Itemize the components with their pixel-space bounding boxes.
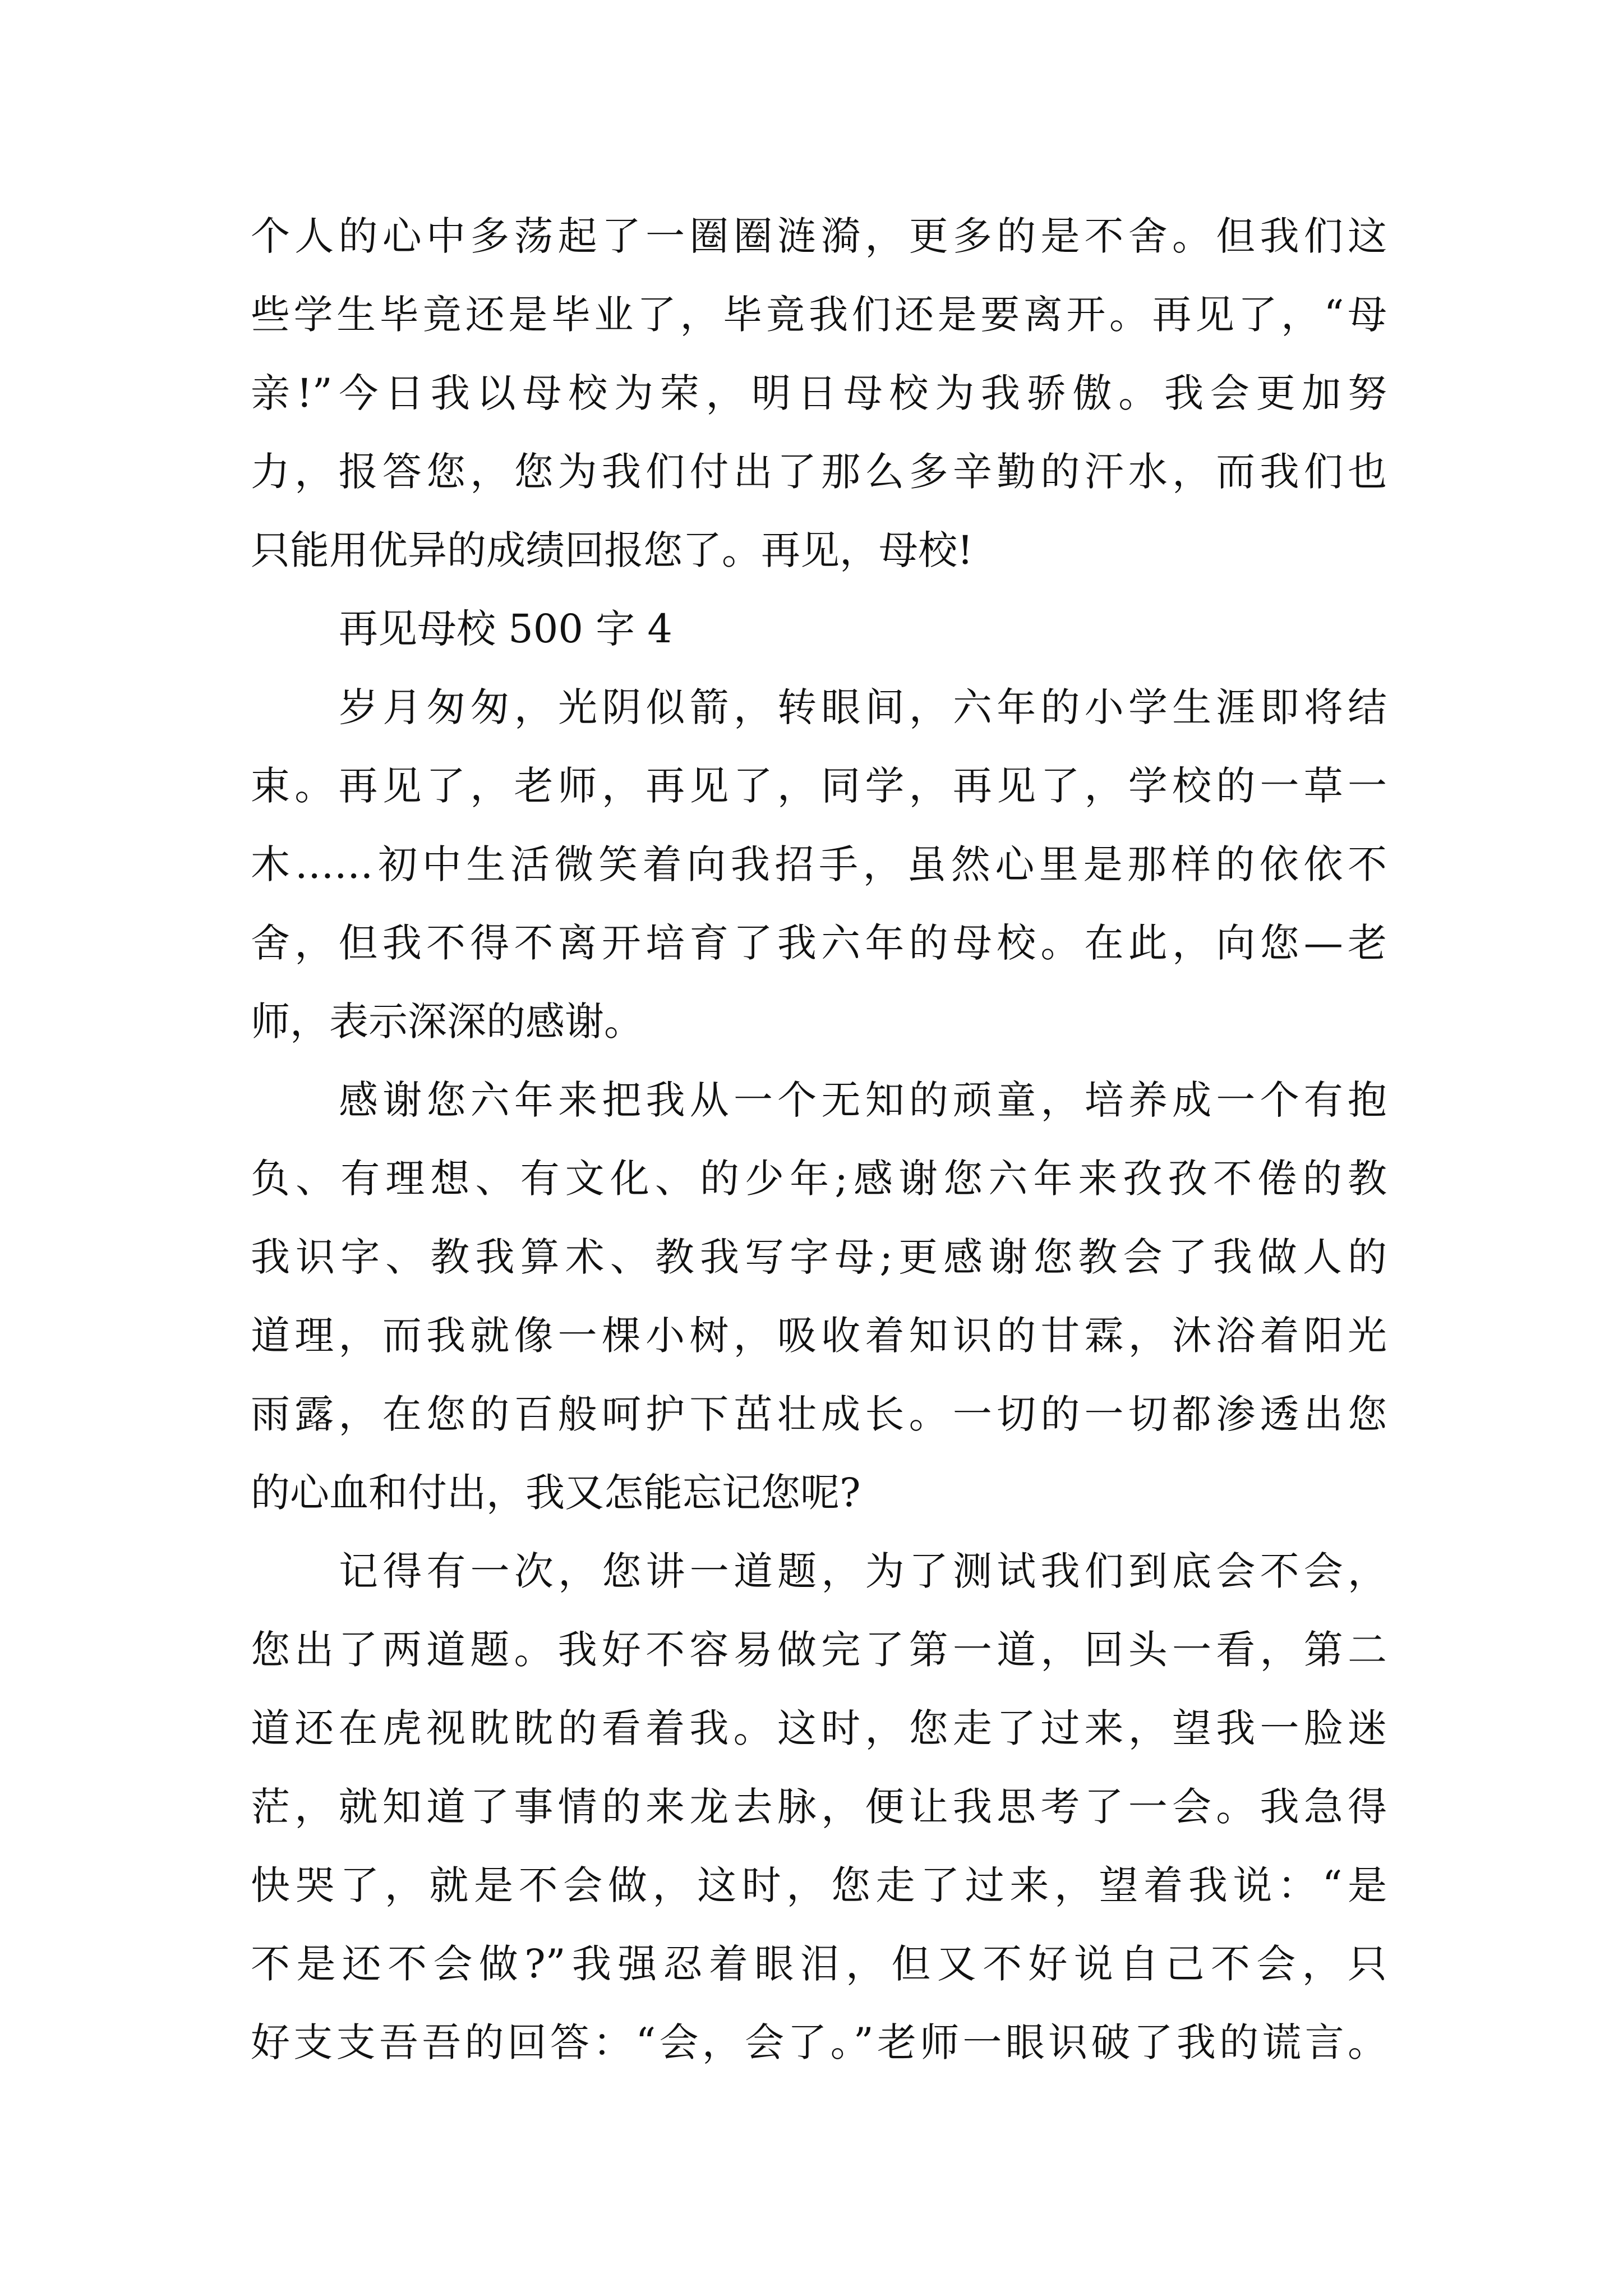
text-line: 茫，就知道了事情的来龙去脉，便让我思考了一会。我急得 xyxy=(251,1784,1387,1830)
text-line: 个人的心中多荡起了一圈圈涟漪，更多的是不舍。但我们这 xyxy=(251,213,1387,259)
paragraph-continuation xyxy=(251,197,1387,590)
text-line: 束。再见了，老师，再见了，同学，再见了，学校的一草一 xyxy=(251,763,1387,809)
text-line: 不是还不会做?”我强忍着眼泪，但又不好说自己不会，只 xyxy=(251,1941,1387,1987)
text-line: 我识字、教我算术、教我写字母;更感谢您教会了我做人的 xyxy=(251,1234,1387,1280)
text-line: 道理，而我就像一棵小树，吸收着知识的甘霖，沐浴着阳光 xyxy=(251,1313,1387,1359)
text-line: 雨露，在您的百般呵护下茁壮成长。一切的一切都渗透出您 xyxy=(251,1391,1387,1437)
text-line: 木……初中生活微笑着向我招手，虽然心里是那样的依依不 xyxy=(251,841,1387,887)
paragraph xyxy=(251,1061,1387,1532)
text-line: 道还在虎视眈眈的看着我。这时，您走了过来，望我一脸迷 xyxy=(251,1705,1387,1751)
text-line: 您出了两道题。我好不容易做完了第一道，回头一看，第二 xyxy=(251,1627,1387,1673)
text-line: 负、有理想、有文化、的少年;感谢您六年来孜孜不倦的教 xyxy=(251,1156,1387,1202)
text-line: 的心血和付出，我又怎能忘记您呢? xyxy=(251,1470,861,1516)
text-line: 好支支吾吾的回答：“会，会了。”老师一眼识破了我的谎言。 xyxy=(251,2019,1387,2065)
text-line: 感谢您六年来把我从一个无知的顽童，培养成一个有抱 xyxy=(339,1077,1387,1123)
text-line: 亲!”今日我以母校为荣，明日母校为我骄傲。我会更加努 xyxy=(251,370,1387,416)
text-line: 快哭了，就是不会做，这时，您走了过来，望着我说：“是 xyxy=(251,1862,1387,1908)
text-line: 些学生毕竟还是毕业了，毕竟我们还是要离开。再见了，“母 xyxy=(251,292,1387,338)
text-line: 舍，但我不得不离开培育了我六年的母校。在此，向您—老 xyxy=(251,920,1387,966)
text-line: 力，报答您，您为我们付出了那么多辛勤的汗水，而我们也 xyxy=(251,449,1387,495)
document-body xyxy=(251,197,1387,2082)
text-line: 师，表示深深的感谢。 xyxy=(251,999,643,1045)
text-line: 记得有一次，您讲一道题，为了测试我们到底会不会， xyxy=(339,1548,1387,1594)
section-heading: 再见母校 500 字 4 xyxy=(339,606,672,652)
text-line: 岁月匆匆，光阴似箭，转眼间，六年的小学生涯即将结 xyxy=(339,684,1387,730)
paragraph xyxy=(251,1532,1387,2082)
text-line: 只能用优异的成绩回报您了。再见，母校! xyxy=(251,527,974,573)
paragraph xyxy=(251,668,1387,1061)
